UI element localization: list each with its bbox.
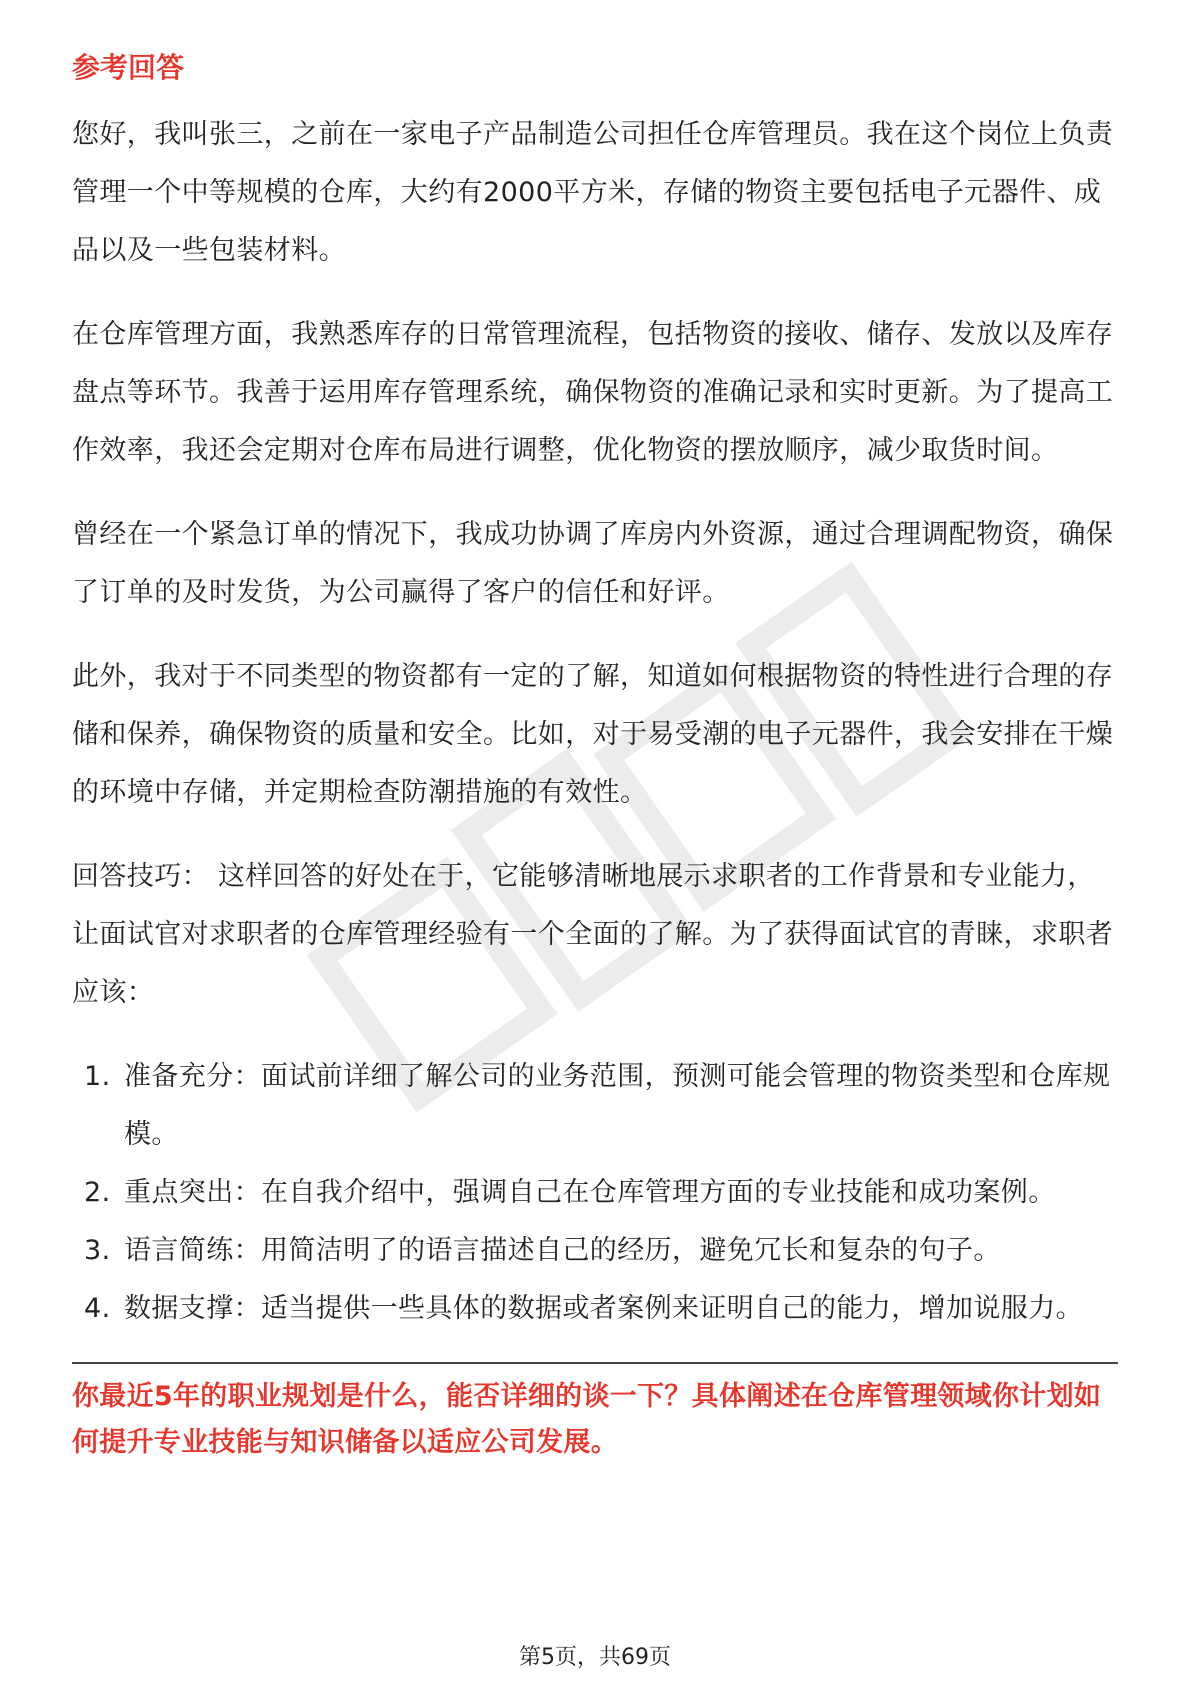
list-item [72, 1164, 1118, 1222]
paragraph-management: 在仓库管理方面，我熟悉库存的日常管理流程，包括物资的接收、储存、发放以及库存盘点等环节。我善于运用库存管理系统，确保物资的准确记录和实时更新。为了提高工作效率，我还会定期对仓库布局进行调整，优化物资的摆放顺序，减少取货时间。 [72, 319, 1114, 466]
list-item [72, 1222, 1118, 1280]
paragraph-materials: 此外，我对于不同类型的物资都有一定的了解，知道如何根据物资的特性进行合理的存储和保养，确保物资的质量和安全。比如，对于易受潮的电子元器件，我会安排在干燥的环境中存储，并定期检查防潮措施的有效性。 [72, 661, 1114, 808]
list-text: 重点突出：在自我介绍中，强调自己在仓库管理方面的专业技能和成功案例。 [124, 1177, 1056, 1208]
list-item [72, 1280, 1118, 1338]
list-item [72, 1048, 1118, 1164]
paragraph-intro: 您好，我叫张三，之前在一家电子产品制造公司担任仓库管理员。我在这个岗位上负责管理一个中等规模的仓库，大约有2000平方米，存储的物资主要包括电子元器件、成品以及一些包装材料。 [72, 119, 1114, 266]
next-question-heading: 你最近5年的职业规划是什么，能否详细的谈一下？具体阐述在仓库管理领域你计划如何提升专业技能与知识储备以适应公司发展。 [72, 1381, 1102, 1458]
list-number: 1. [84, 1061, 111, 1092]
section-divider [72, 1362, 1118, 1364]
document-page [72, 48, 1118, 1466]
list-text: 数据支撑：适当提供一些具体的数据或者案例来证明自己的能力，增加说服力。 [124, 1293, 1083, 1324]
paragraph-urgent-order: 曾经在一个紧急订单的情况下，我成功协调了库房内外资源，通过合理调配物资，确保了订单的及时发货，为公司赢得了客户的信任和好评。 [72, 519, 1114, 608]
list-number: 2. [84, 1177, 111, 1208]
list-text: 语言简练：用简洁明了的语言描述自己的经历，避免冗长和复杂的句子。 [124, 1235, 1001, 1266]
paragraph-tips-intro: 回答技巧： 这样回答的好处在于，它能够清晰地展示求职者的工作背景和专业能力，让面试官对求职者的仓库管理经验有一个全面的了解。为了获得面试官的青睐，求职者应该： [72, 861, 1114, 1008]
list-number: 3. [84, 1235, 111, 1266]
page-footer: 第5页，共69页 [519, 1645, 671, 1670]
list-number: 4. [84, 1293, 111, 1324]
tips-list [72, 1048, 1118, 1338]
reference-answer-heading: 参考回答 [72, 51, 185, 84]
list-text: 准备充分：面试前详细了解公司的业务范围，预测可能会管理的物资类型和仓库规模。 [124, 1061, 1111, 1150]
